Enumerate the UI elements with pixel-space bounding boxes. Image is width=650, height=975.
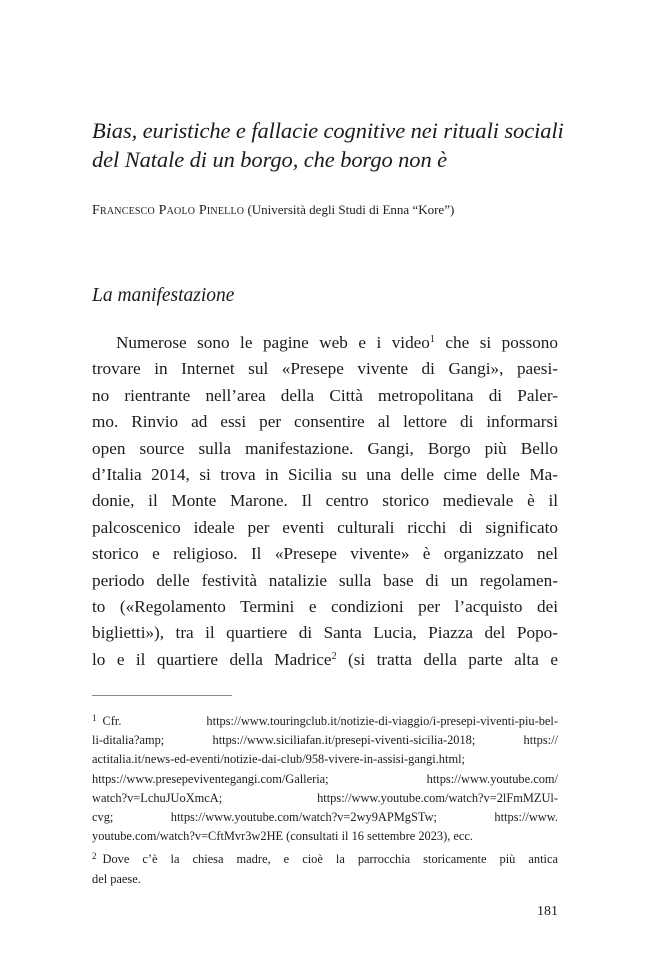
body-text bbox=[92, 330, 558, 673]
body-line: d’Italia 2014, si trova in Sicilia su una delle cime delle Ma- bbox=[92, 464, 558, 484]
footnote-line: watch?v=LchuJUoXmcA; https://www.youtube.com/watch?v=2lFmMZUl- bbox=[92, 790, 558, 805]
body-line: biglietti»), tra il quartiere di Santa Lucia, Piazza del Popo- bbox=[92, 623, 558, 643]
body-line: to («Regolamento Termini e condizioni per l’acquisto dei bbox=[92, 596, 558, 616]
section-heading: La manifestazione bbox=[92, 285, 235, 306]
footnote-text: Dove c’è la chiesa madre, e cioè la parrocchia storicamente più antica bbox=[102, 852, 558, 867]
footnote-line: youtube.com/watch?v=CftMvr3w2HE (consultati il 16 settembre 2023), ecc. bbox=[92, 829, 474, 844]
footnote-number: 1 bbox=[92, 713, 97, 723]
body-text-segment: (si tratta della parte alta e bbox=[336, 649, 558, 669]
body-text-segment: Numerose sono le pagine web e i video bbox=[116, 333, 430, 352]
chapter-title bbox=[92, 116, 564, 174]
body-line bbox=[92, 330, 558, 356]
footnote-line: https://www.presepeviventegangi.com/Galleria; https://www.youtube.com/ bbox=[92, 771, 558, 786]
footnote-line bbox=[92, 712, 558, 731]
chapter-title-line: del Natale di un borgo, che borgo non è bbox=[92, 147, 448, 172]
body-line bbox=[92, 647, 558, 673]
footnote-line: del paese. bbox=[92, 871, 141, 886]
author-affiliation: (Università degli Studi di Enna “Kore”) bbox=[247, 202, 455, 217]
body-line: no rientrante nell’area della Città metropolitana di Paler- bbox=[92, 385, 558, 405]
footnote-line: li-ditalia?amp; https://www.siciliafan.it/presepi-viventi-sicilia-2018; https:// bbox=[92, 733, 558, 748]
footnote-ref[interactable]: 1 bbox=[429, 334, 435, 345]
body-line: donie, il Monte Marone. Il centro storico medievale è il bbox=[92, 491, 558, 511]
body-line: mo. Rinvio ad essi per consentire al lettore di informarsi bbox=[92, 412, 558, 432]
body-line: periodo delle festività natalizie sulla base di un regolamen- bbox=[92, 570, 558, 590]
book-page bbox=[92, 0, 564, 975]
body-text-segment: lo e il quartiere della Madrice bbox=[92, 649, 332, 669]
footnotes bbox=[92, 712, 558, 889]
author-line bbox=[92, 201, 558, 220]
page-number: 181 bbox=[537, 904, 558, 919]
body-line: palcoscenico ideale per eventi culturali ricchi di significato bbox=[92, 517, 558, 537]
footnote-number: 2 bbox=[92, 851, 97, 862]
body-text-segment: che si possono bbox=[434, 333, 558, 352]
body-line: open source sulla manifestazione. Gangi, Borgo più Bello bbox=[92, 438, 558, 458]
footnote-text: Cfr. https://www.touringclub.it/notizie-di-viaggio/i-presepi-viventi-piu-bel- bbox=[102, 714, 558, 728]
chapter-title-line: Bias, euristiche e fallacie cognitive nei rituali sociali bbox=[92, 118, 564, 143]
body-line: trovare in Internet sul «Presepe vivente di Gangi», paesi- bbox=[92, 359, 558, 379]
body-line: storico e religioso. Il «Presepe vivente» è organizzato nel bbox=[92, 544, 558, 564]
footnote-line bbox=[92, 850, 558, 869]
footnote-line: cvg; https://www.youtube.com/watch?v=2wy9APMgSTw; https://www. bbox=[92, 809, 558, 824]
footnote-ref[interactable]: 2 bbox=[331, 650, 337, 662]
footnote-line: actitalia.it/news-ed-eventi/notizie-dai-club/958-vivere-in-assisi-gangi.html; bbox=[92, 752, 465, 767]
footnote-divider bbox=[92, 695, 232, 696]
author-name: Francesco Paolo Pinello bbox=[92, 203, 245, 218]
